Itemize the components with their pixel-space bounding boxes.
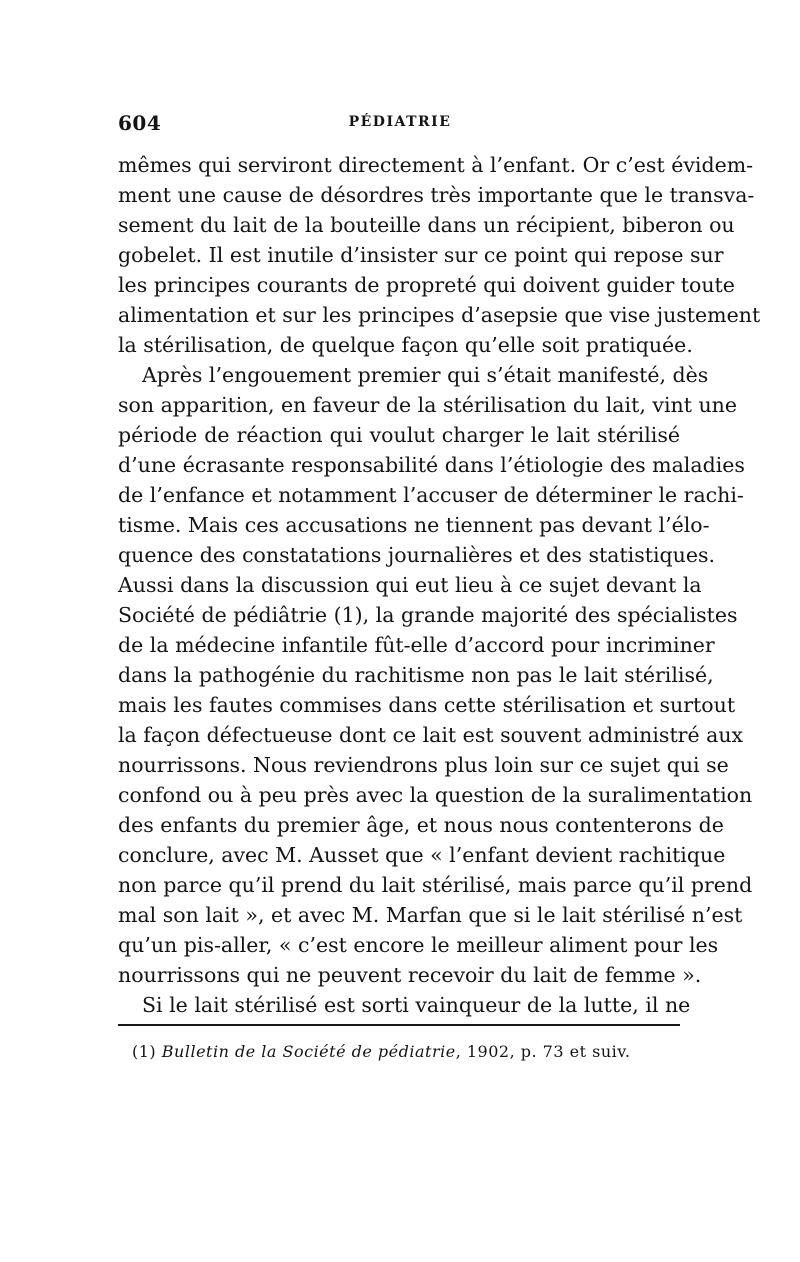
footnote — [132, 1042, 630, 1061]
text-line: quence des constatations journalières et des statistiques. — [118, 543, 716, 567]
text-line: période de réaction qui voulut charger le lait stérilisé — [118, 423, 680, 447]
text-line: qu’un pis-aller, « c’est encore le meilleur aliment pour les — [118, 933, 719, 957]
text-line: mais les fautes commises dans cette stérilisation et surtout — [118, 693, 736, 717]
text-line: alimentation et sur les principes d’asepsie que vise justement — [118, 303, 761, 327]
text-line: Aussi dans la discussion qui eut lieu à ce sujet devant la — [118, 573, 702, 597]
text-line: Société de pédiâtrie (1), la grande majorité des spécialistes — [118, 603, 738, 627]
footnote-title: Bulletin de la Société de pédiatrie — [161, 1042, 456, 1061]
text-line: Si le lait stérilisé est sorti vainqueur de la lutte, il ne — [142, 993, 691, 1017]
text-line: d’une écrasante responsabilité dans l’étiologie des maladies — [118, 453, 745, 477]
text-line: mêmes qui serviront directement à l’enfant. Or c’est évidem- — [118, 153, 754, 177]
text-line: mal son lait », et avec M. Marfan que si le lait stérilisé n’est — [118, 903, 743, 927]
footnote-marker: (1) — [132, 1042, 157, 1061]
text-line: gobelet. Il est inutile d’insister sur ce point qui repose sur — [118, 243, 724, 267]
text-line: tisme. Mais ces accusations ne tiennent pas devant l’élo- — [118, 513, 710, 537]
footnote-rest: , 1902, p. 73 et suiv. — [455, 1042, 631, 1061]
text-line: confond ou à peu près avec la question de la suralimentation — [118, 783, 753, 807]
page-number: 604 — [118, 111, 162, 135]
text-line: de l’enfance et notamment l’accuser de déterminer le rachi- — [118, 483, 744, 507]
running-title: PÉDIATRIE — [348, 114, 452, 130]
text-line: de la médecine infantile fût-elle d’accord pour incriminer — [118, 633, 715, 657]
footnote-rule — [118, 1024, 680, 1026]
text-line: les principes courants de propreté qui doivent guider toute — [118, 273, 735, 297]
text-line: non parce qu’il prend du lait stérilisé, mais parce qu’il prend — [118, 873, 753, 897]
text-line: sement du lait de la bouteille dans un récipient, biberon ou — [118, 213, 735, 237]
text-line: conclure, avec M. Ausset que « l’enfant devient rachitique — [118, 843, 726, 867]
text-line: son apparition, en faveur de la stérilisation du lait, vint une — [118, 393, 737, 417]
text-line: ment une cause de désordres très importante que le transva- — [118, 183, 755, 207]
text-line: nourrissons. Nous reviendrons plus loin sur ce sujet qui se — [118, 753, 729, 777]
text-line: la façon défectueuse dont ce lait est souvent administré aux — [118, 723, 744, 747]
text-line: la stérilisation, de quelque façon qu’elle soit pratiquée. — [118, 333, 693, 357]
text-line: Après l’engouement premier qui s’était manifesté, dès — [142, 363, 709, 387]
text-line: des enfants du premier âge, et nous nous contenterons de — [118, 813, 724, 837]
text-line: dans la pathogénie du rachitisme non pas le lait stérilisé, — [118, 663, 714, 687]
text-line: nourrissons qui ne peuvent recevoir du lait de femme ». — [118, 963, 702, 987]
